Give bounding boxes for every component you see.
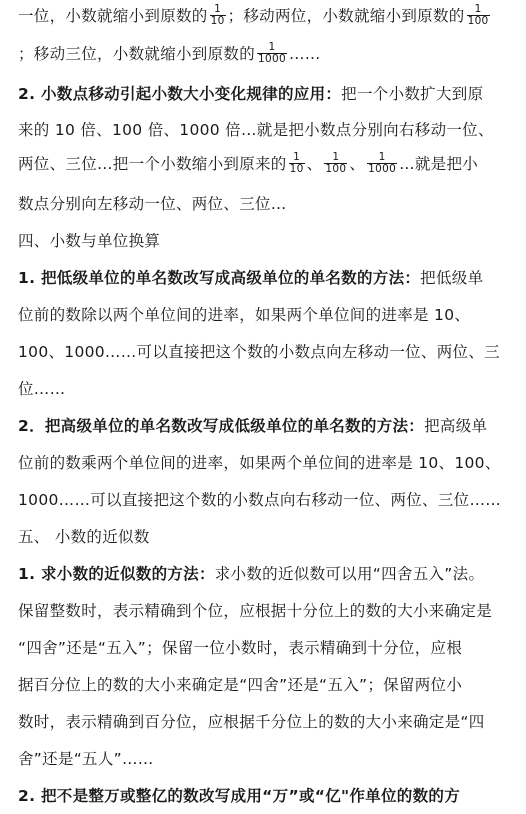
fraction-one-hundredth <box>324 152 347 175</box>
fraction-numerator: 1 <box>293 151 301 163</box>
chapter-heading <box>18 229 518 253</box>
fraction-denominator: 10 <box>210 15 225 27</box>
fraction-one-thousandth <box>257 42 287 65</box>
fraction-numerator: 1 <box>474 3 482 15</box>
line-text: 保留整数时，表示精确到个位，应根据十分位上的数的大小来确定是 <box>18 602 493 620</box>
line-text: 四、小数与单位换算 <box>18 232 161 250</box>
line-text: …… <box>288 45 321 63</box>
text-line <box>18 303 518 327</box>
line-text: ；移动两位，小数就缩小到原数的 <box>227 7 465 25</box>
chapter-heading <box>18 525 518 549</box>
fraction-numerator: 1 <box>378 151 386 163</box>
line-text: 把高级单 <box>424 417 488 435</box>
line-text: 位…… <box>18 380 66 398</box>
section-heading <box>18 82 518 106</box>
line-text: 来的 10 倍、100 倍、1000 倍…就是把小数点分别向右移动一位、 <box>18 121 494 139</box>
text-line <box>18 673 518 697</box>
text-line <box>18 118 518 142</box>
line-text: 100、1000……可以直接把这个数的小数点向左移动一位、两位、三 <box>18 343 500 361</box>
fraction-one-tenth <box>210 4 226 27</box>
fraction-denominator: 1000 <box>368 163 397 175</box>
line-text: 一位，小数就缩小到原数的 <box>18 7 208 25</box>
line-text: 两位、三位…把一个小数缩小到原来的 <box>18 155 287 173</box>
line-text: 把低级单 <box>420 269 484 287</box>
fraction-one-thousandth <box>367 152 397 175</box>
text-line <box>18 636 518 660</box>
text-line <box>18 152 518 176</box>
line-text: 位前的数除以两个单位间的进率，如果两个单位间的进率是 10、 <box>18 306 471 324</box>
separator: 、 <box>306 155 323 173</box>
text-line <box>18 488 518 512</box>
fraction-numerator: 1 <box>268 41 276 53</box>
text-line <box>18 451 518 475</box>
bold-heading: 2．把高级单位的单名数改写成低级单位的单名数的方法： <box>18 417 425 435</box>
fraction-denominator: 100 <box>325 163 347 175</box>
line-text: 位前的数乘两个单位间的进率，如果两个单位间的进率是 10、100、 <box>18 454 501 472</box>
bold-heading: 2. 把不是整万或整亿的数改写成用“万”或“亿"作单位的数的方 <box>18 787 461 805</box>
fraction-denominator: 1000 <box>258 53 286 65</box>
fraction-one-hundredth <box>467 4 490 27</box>
line-text: …就是把小 <box>399 155 479 173</box>
fraction-denominator: 100 <box>467 15 489 27</box>
text-line <box>18 4 518 28</box>
line-text: 五、 小数的近似数 <box>18 528 150 546</box>
text-line <box>18 599 518 623</box>
line-text: 据百分位上的数的大小来确定是“四舍”还是“五入”；保留两位小 <box>18 676 463 694</box>
line-text: 1000……可以直接把这个数的小数点向右移动一位、两位、三位…… <box>18 491 502 509</box>
fraction-denominator: 10 <box>289 163 304 175</box>
section-heading <box>18 784 518 808</box>
line-text: 数时，表示精确到百分位，应根据千分位上的数的大小来确定是“四 <box>18 713 485 731</box>
line-text: 数点分别向左移动一位、两位、三位… <box>18 195 287 213</box>
line-text: ；移动三位，小数就缩小到原数的 <box>18 45 256 63</box>
fraction-numerator: 1 <box>214 3 222 15</box>
fraction-one-tenth <box>289 152 305 175</box>
text-line <box>18 42 518 66</box>
line-text: 舍”还是“五人”…… <box>18 750 154 768</box>
line-text: “四舍”还是“五入”；保留一位小数时，表示精确到十分位，应根 <box>18 639 463 657</box>
line-text: 把一个小数扩大到原 <box>341 85 484 103</box>
text-line <box>18 710 518 734</box>
separator: 、 <box>349 155 366 173</box>
text-line <box>18 340 518 364</box>
section-heading <box>18 414 518 438</box>
bold-heading: 1. 求小数的近似数的方法： <box>18 565 215 583</box>
text-line <box>18 377 518 401</box>
line-text: 求小数的近似数可以用“四舍五入”法。 <box>214 565 485 583</box>
bold-heading: 2. 小数点移动引起小数大小变化规律的应用： <box>18 85 342 103</box>
bold-heading: 1. 把低级单位的单名数改写成高级单位的单名数的方法： <box>18 269 421 287</box>
fraction-numerator: 1 <box>332 151 340 163</box>
text-line <box>18 192 518 216</box>
section-heading <box>18 562 518 586</box>
section-heading <box>18 266 518 290</box>
text-line <box>18 747 518 771</box>
